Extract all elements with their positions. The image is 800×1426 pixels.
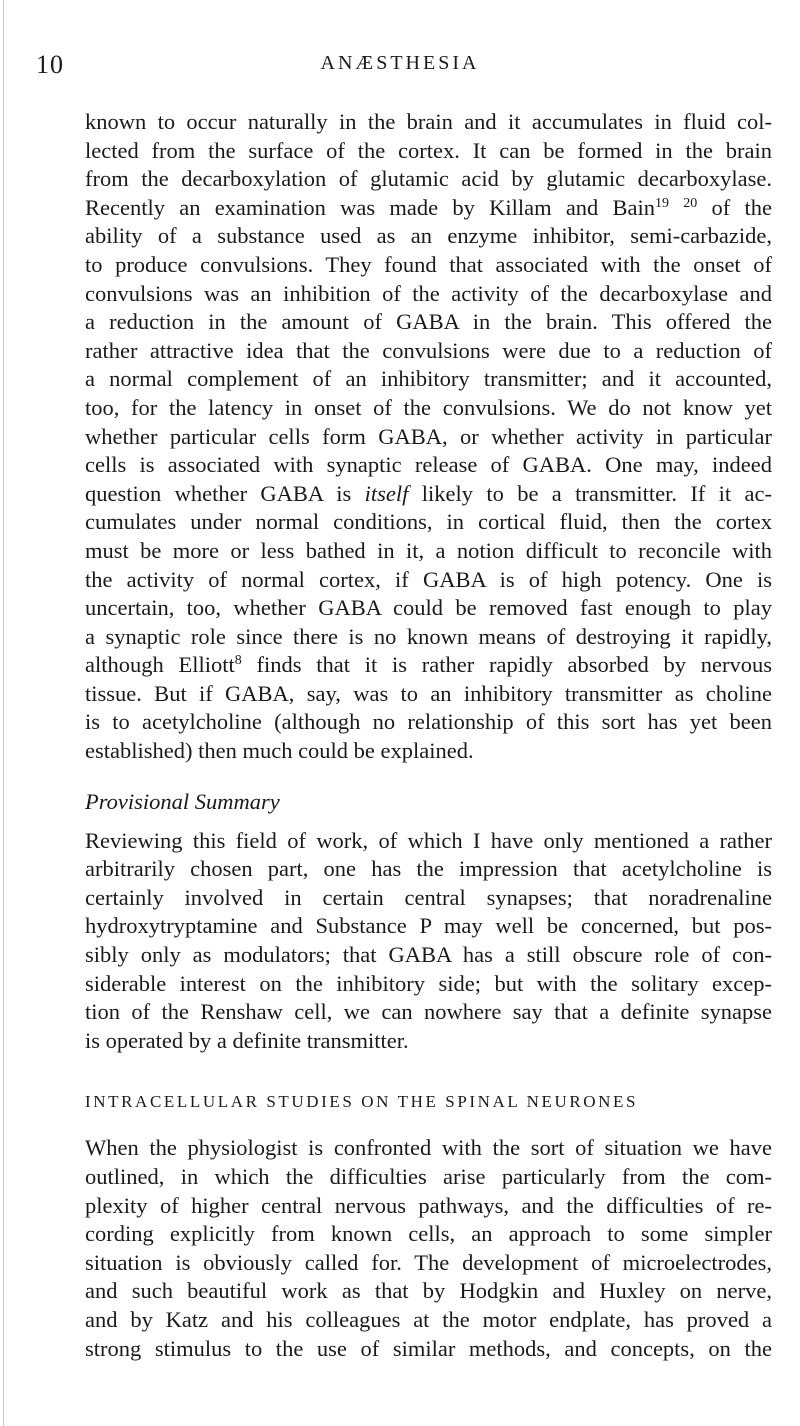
text-line: plexity of higher central nervous pathways, and the difficulties of re- — [85, 1192, 772, 1218]
reference-superscript: 19 — [655, 195, 670, 211]
text-line: and by Katz and his colleagues at the motor endplate, has proved a — [85, 1306, 772, 1332]
text-fragment: finds that it is rather rapidly absorbed by nervous — [241, 652, 772, 678]
text-line: to produce convulsions. They found that associated with the onset of — [85, 251, 772, 277]
reference-superscript: 8 — [234, 653, 242, 669]
text-line-with-italic — [85, 480, 772, 509]
text-line: cells is associated with synaptic release of GABA. One may, indeed — [85, 452, 772, 478]
paragraph-provisional-summary — [85, 827, 772, 1056]
text-line: a reduction in the amount of GABA in the brain. This offered the — [85, 309, 772, 335]
section-heading-intracellular: INTRACELLULAR STUDIES ON THE SPINAL NEURONES — [85, 1092, 639, 1112]
text-fragment: Recently an examination was made by Killam and Bain — [85, 194, 656, 220]
text-line: When the physiologist is confronted with the sort of situation we have — [85, 1135, 772, 1161]
text-line: convulsions was an inhibition of the activity of the decarboxylase and — [85, 280, 772, 306]
text-line: cumulates under normal conditions, in cortical fluid, then the cortex — [85, 509, 772, 535]
text-line: sibly only as modulators; that GABA has a still obscure role of con- — [85, 942, 772, 968]
text-line: certainly involved in certain central synapses; that noradrenaline — [85, 884, 772, 910]
text-line: lected from the surface of the cortex. It can be formed in the brain — [85, 137, 772, 163]
text-line: known to occur naturally in the brain and it accumulates in fluid col- — [85, 109, 772, 134]
text-line: hydroxytryptamine and Substance P may well be concerned, but pos- — [85, 913, 772, 939]
text-fragment: although Elliott — [85, 652, 235, 678]
text-line: must be more or less bathed in it, a notion difficult to reconcile with — [85, 537, 772, 563]
text-line: and such beautiful work as that by Hodgkin and Huxley on nerve, — [85, 1278, 772, 1304]
text-line: cording explicitly from known cells, an approach to some simpler — [85, 1221, 772, 1247]
paragraph-gaba — [85, 108, 772, 766]
text-line: rather attractive idea that the convulsions were due to a reduction of — [85, 337, 772, 363]
text-line: siderable interest on the inhibitory side; but with the solitary excep- — [85, 970, 772, 996]
text-line: established) then much could be explained. — [85, 738, 474, 764]
page-number: 10 — [36, 50, 64, 79]
text-line-with-ref — [85, 651, 772, 680]
running-head: ANÆSTHESIA — [320, 52, 480, 74]
text-fragment: likely to be a transmitter. If it ac- — [408, 480, 773, 506]
text-line: arbitrarily chosen part, one has the impression that acetylcholine is — [85, 856, 772, 882]
text-line: Reviewing this field of work, of which I have only mentioned a rather — [85, 827, 772, 853]
page-edge-line — [3, 0, 4, 1426]
text-line: a normal complement of an inhibitory transmitter; and it accounted, — [85, 366, 772, 392]
text-fragment: of the — [697, 194, 773, 220]
text-line: outlined, in which the difficulties arise particularly from the com- — [85, 1164, 772, 1189]
text-line: is operated by a definite transmitter. — [85, 1027, 409, 1053]
text-line: the activity of normal cortex, if GABA is of high potency. One is — [85, 566, 772, 592]
text-line: situation is obviously called for. The development of microelectrodes, — [85, 1249, 772, 1275]
text-line-with-refs — [85, 194, 772, 223]
text-line: strong stimulus to the use of similar methods, and concepts, on the — [85, 1335, 772, 1361]
text-line: tissue. But if GABA, say, was to an inhibitory transmitter as choline — [85, 680, 772, 706]
page-content — [85, 108, 772, 1363]
text-line: whether particular cells form GABA, or whether activity in particular — [85, 423, 772, 449]
text-line: tion of the Renshaw cell, we can nowhere say that a definite synapse — [85, 999, 772, 1025]
reference-superscript: 20 — [683, 195, 698, 211]
italic-emphasis: itself — [364, 480, 409, 506]
paragraph-intracellular — [85, 1134, 772, 1363]
text-line: a synaptic role since there is no known means of destroying it rapidly, — [85, 623, 772, 649]
section-title-provisional-summary: Provisional Summary — [85, 788, 280, 814]
text-line: ability of a substance used as an enzyme inhibitor, semi-carbazide, — [85, 223, 772, 249]
text-line: uncertain, too, whether GABA could be removed fast enough to play — [85, 595, 772, 621]
text-line: from the decarboxylation of glutamic acid by glutamic decarboxylase. — [85, 166, 772, 192]
text-fragment: question whether GABA is — [85, 480, 365, 506]
text-line: is to acetylcholine (although no relationship of this sort has yet been — [85, 709, 772, 735]
text-line: too, for the latency in onset of the convulsions. We do not know yet — [85, 394, 772, 420]
